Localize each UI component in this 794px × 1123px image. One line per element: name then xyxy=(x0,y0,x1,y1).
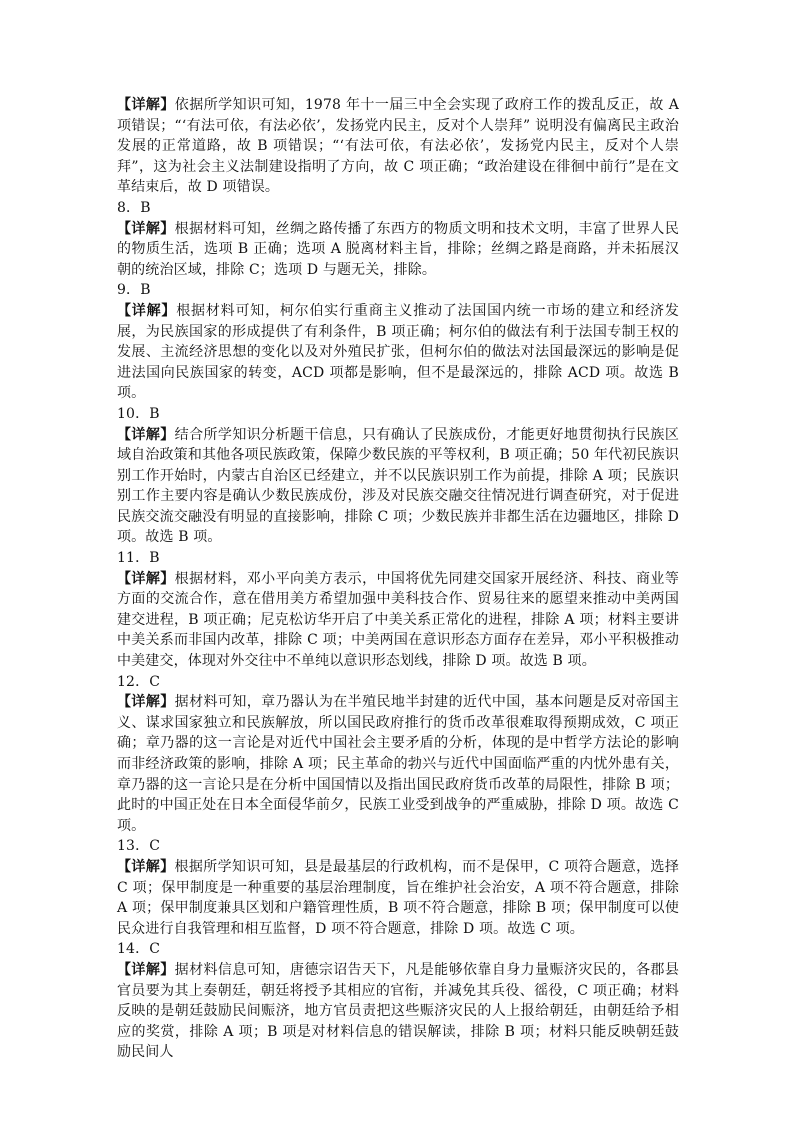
answer-line: 12．C xyxy=(117,673,161,690)
item-13 xyxy=(117,836,679,939)
item-10 xyxy=(117,404,679,548)
answer-line: 10．B xyxy=(117,405,160,422)
item-14 xyxy=(117,939,679,1063)
detail-tag: 【详解】 xyxy=(117,570,175,587)
detail-tag: 【详解】 xyxy=(117,302,177,319)
explanation-text: 据材料可知，章乃器认为在半殖民地半封建的近代中国，基本问题是反对帝国主义、谋求国家独立和民族解放，所以国民政府推行的货币改革很难取得预期成效，C 项正确；章乃器的这一言论是对近代中国社会主要矛盾的分析，体现的是中哲学方法论的影响而非经济政策的影响，排除 A 项；民主革命的勃兴与近代中国面临严重的内忧外患有关，章乃器的这一言论只是在分析中国国情以及指出国民政府货币改革的局限性，排除 B 项；此时的中国正处在日本全面侵华前夕，民族工业受到战争的严重威胁，排除 D 项。故选 C 项。 xyxy=(117,694,679,834)
detail-tag: 【详解】 xyxy=(117,426,175,443)
explanation-text: 依据所学知识可知，1978 年十一届三中全会实现了政府工作的拨乱反正，故 A 项错误；“‘有法可依，有法必依’，发扬党内民主，反对个人崇拜” 说明没有偏离民主政治发展的正常道路，故 B 项错误；“‘有法可依，有法必依’，发扬党内民主，反对个人崇拜”，这为社会主义法制建设指明了方向，故 C 项正确；“政治建设在徘徊中前行”是在文革结束后，故 D 项错误。 xyxy=(117,97,679,196)
explanation-text: 根据所学知识可知，县是最基层的行政机构，而不是保甲，C 项符合题意，选择 C 项；保甲制度是一种重要的基层治理制度，旨在维护社会治安，A 项不符合题意，排除 A 项；保甲制度兼具区划和户籍管理性质，B 项不符合题意，排除 B 项；保甲制度可以使民众进行自我管理和相互监督，D 项不符合题意，排除 D 项。故选 C 项。 xyxy=(117,858,679,937)
explanation-paragraph xyxy=(117,301,679,404)
explanation-text: 据材料信息可知，唐德宗诏告天下，凡是能够依靠自身力量赈济灾民的，各郡县官员要为其上奏朝廷，朝廷将授予其相应的官衔，并减免其兵役、徭役，C 项正确；材料反映的是朝廷鼓励民间赈济，地方官员责把这些赈济灾民的人上报给朝廷，由朝廷给予相应的奖赏，排除 A 项；B 项是对材料信息的错误解读，排除 B 项；材料只能反映朝廷鼓励民间人 xyxy=(117,961,679,1061)
item-11 xyxy=(117,548,679,672)
detail-tag: 【详解】 xyxy=(117,97,175,113)
explanation-text: 根据材料，邓小平向美方表示，中国将优先同建交国家开展经济、科技、商业等方面的交流合作，意在借用美方希望加强中美科技合作、贸易往来的愿望来推动中美两国建交进程，B 项正确；尼克松访华开启了中美关系正常化的进程，排除 A 项；材料主要讲中美关系而非国内改革，排除 C 项；中美两国在意识形态方面存在差异，邓小平积极推动中美建交，体现对外交往中不单纯以意识形态划线，排除 D 项。故选 B 项。 xyxy=(117,570,679,670)
explanation-paragraph xyxy=(117,569,679,672)
item-12 xyxy=(117,672,679,837)
detail-tag: 【详解】 xyxy=(117,961,175,978)
item-7-explanation xyxy=(117,95,679,198)
item-8 xyxy=(117,198,679,280)
detail-tag: 【详解】 xyxy=(117,694,175,711)
explanation-paragraph xyxy=(117,857,679,939)
answer-line: 9．B xyxy=(117,282,151,299)
explanation-text: 根据材料可知，柯尔伯实行重商主义推动了法国国内统一市场的建立和经济发展，为民族国家的形成提供了有利条件，B 项正确；柯尔伯的做法有利于法国专制王权的发展、主流经济思想的变化以及对外殖民扩张，但柯尔伯的做法对法国最深远的影响是促进法国向民族国家的转变，ACD 项都是影响，但不是最深远的，排除 ACD 项。故选 B 项。 xyxy=(117,302,679,402)
detail-tag: 【详解】 xyxy=(117,220,175,237)
answer-line: 11．B xyxy=(117,550,160,567)
explanation-paragraph xyxy=(117,219,679,281)
answer-line: 14．C xyxy=(117,941,161,958)
explanation-paragraph xyxy=(117,95,679,198)
explanation-paragraph xyxy=(117,692,679,836)
answer-line: 13．C xyxy=(117,838,161,855)
item-9 xyxy=(117,280,679,404)
explanation-paragraph xyxy=(117,425,679,549)
explanation-paragraph xyxy=(117,960,679,1063)
explanation-text: 根据材料可知，丝绸之路传播了东西方的物质文明和技术文明，丰富了世界人民的物质生活，选项 B 正确；选项 A 脱离材料主旨，排除；丝绸之路是商路，并未拓展汉朝的统治区域，排除 C；选项 D 与题无关，排除。 xyxy=(117,220,679,278)
answer-line: 8．B xyxy=(117,199,151,216)
detail-tag: 【详解】 xyxy=(117,858,175,875)
explanation-text: 结合所学知识分析题干信息，只有确认了民族成份，才能更好地贯彻执行民族区域自治政策和其他各项民族政策，保障少数民族的平等权利，B 项正确；50 年代初民族识别工作开始时，内蒙古自治区已经建立，并不以民族识别工作为前提，排除 A 项；民族识别工作主要内容是确认少数民族成份，涉及对民族交融交往情况进行调查研究，对于促进民族交流交融没有明显的直接影响，排除 C 项；少数民族并非都生活在边疆地区，排除 D 项。故选 B 项。 xyxy=(117,426,679,546)
answer-explanations xyxy=(117,95,679,1063)
